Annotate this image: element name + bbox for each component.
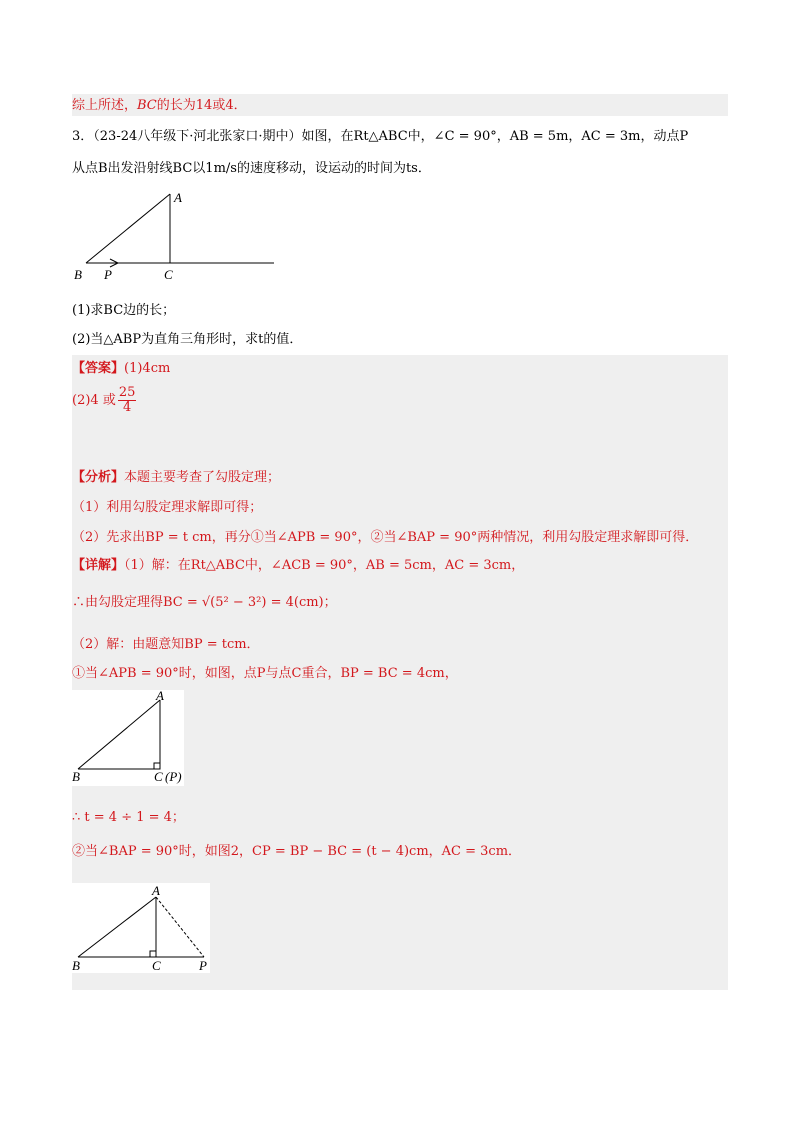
question-2: (2)当△ABP为直角三角形时，求t的值． [72,332,303,347]
analysis-line: 【分析】本题主要考查了勾股定理； [72,470,281,485]
detail-line-3: （2）解：由题意知BP = tcm． [72,637,260,652]
fig1-label-p: P [104,267,112,282]
detail-line-5: ∴ t = 4 ÷ 1 = 4； [72,810,185,825]
fig3-label-p: P [199,958,207,973]
fig1-label-a: A [174,190,182,205]
fig2-label-b: B [72,769,80,784]
answer-line-1: 【答案】(1)4cm [72,361,171,376]
detail-tag: 【详解】 [72,558,125,573]
problem-line-2: 从点B出发沿射线BC以1m/s的速度移动，设运动的时间为ts． [72,161,431,176]
fig2-label-c: C [154,769,163,784]
problem-line-1: 3．（23-24八年级下·河北张家口·期中）如图，在Rt△ABC中，∠C = 90°，AB = 5m，AC = 3m，动点P [72,129,689,144]
prev-conclusion: 综上所述，BC的长为14或4． [72,98,247,113]
fig2-label-a: A [156,688,164,703]
detail-line-1: 【详解】（1）解：在Rt△ABC中，∠ACB = 90°，AB = 5cm，AC = 3cm， [72,558,525,573]
detail-line-4: ①当∠APB = 90°时，如图，点P与点C重合，BP = BC = 4cm， [72,666,458,681]
fig3-label-c: C [152,958,161,973]
fig1-label-c: C [164,267,173,282]
figure-1-triangle [72,186,282,286]
answer-line-2: (2)4 或 $\frac{25}{4}$ [72,385,136,415]
detail-line-6: ②当∠BAP = 90°时，如图2，CP = BP − BC = (t − 4)cm，AC = 3cm． [72,844,522,859]
figure-2-triangle [72,690,187,786]
fig2-label-p: (P) [165,769,182,784]
fig3-label-b: B [72,958,80,973]
problem-number: 3． [72,129,94,144]
figure-3-triangle [72,883,212,975]
question-1: (1)求BC边的长； [72,303,176,318]
analysis-tag: 【分析】 [72,470,125,485]
answer-tag: 【答案】 [72,361,125,376]
detail-line-2: ∴由勾股定理得BC = √(5² − 3²) = 4(cm)； [72,595,337,610]
fig1-label-b: B [74,267,82,282]
problem-source: （23-24八年级下·河北张家口·期中） [93,129,302,144]
analysis-point-2: （2）先求出BP = t cm，再分①当∠APB = 90°，②当∠BAP = 90°两种情况，利用勾股定理求解即可得． [72,530,699,545]
analysis-point-1: （1）利用勾股定理求解即可得； [72,500,263,515]
fig3-label-a: A [152,883,160,898]
